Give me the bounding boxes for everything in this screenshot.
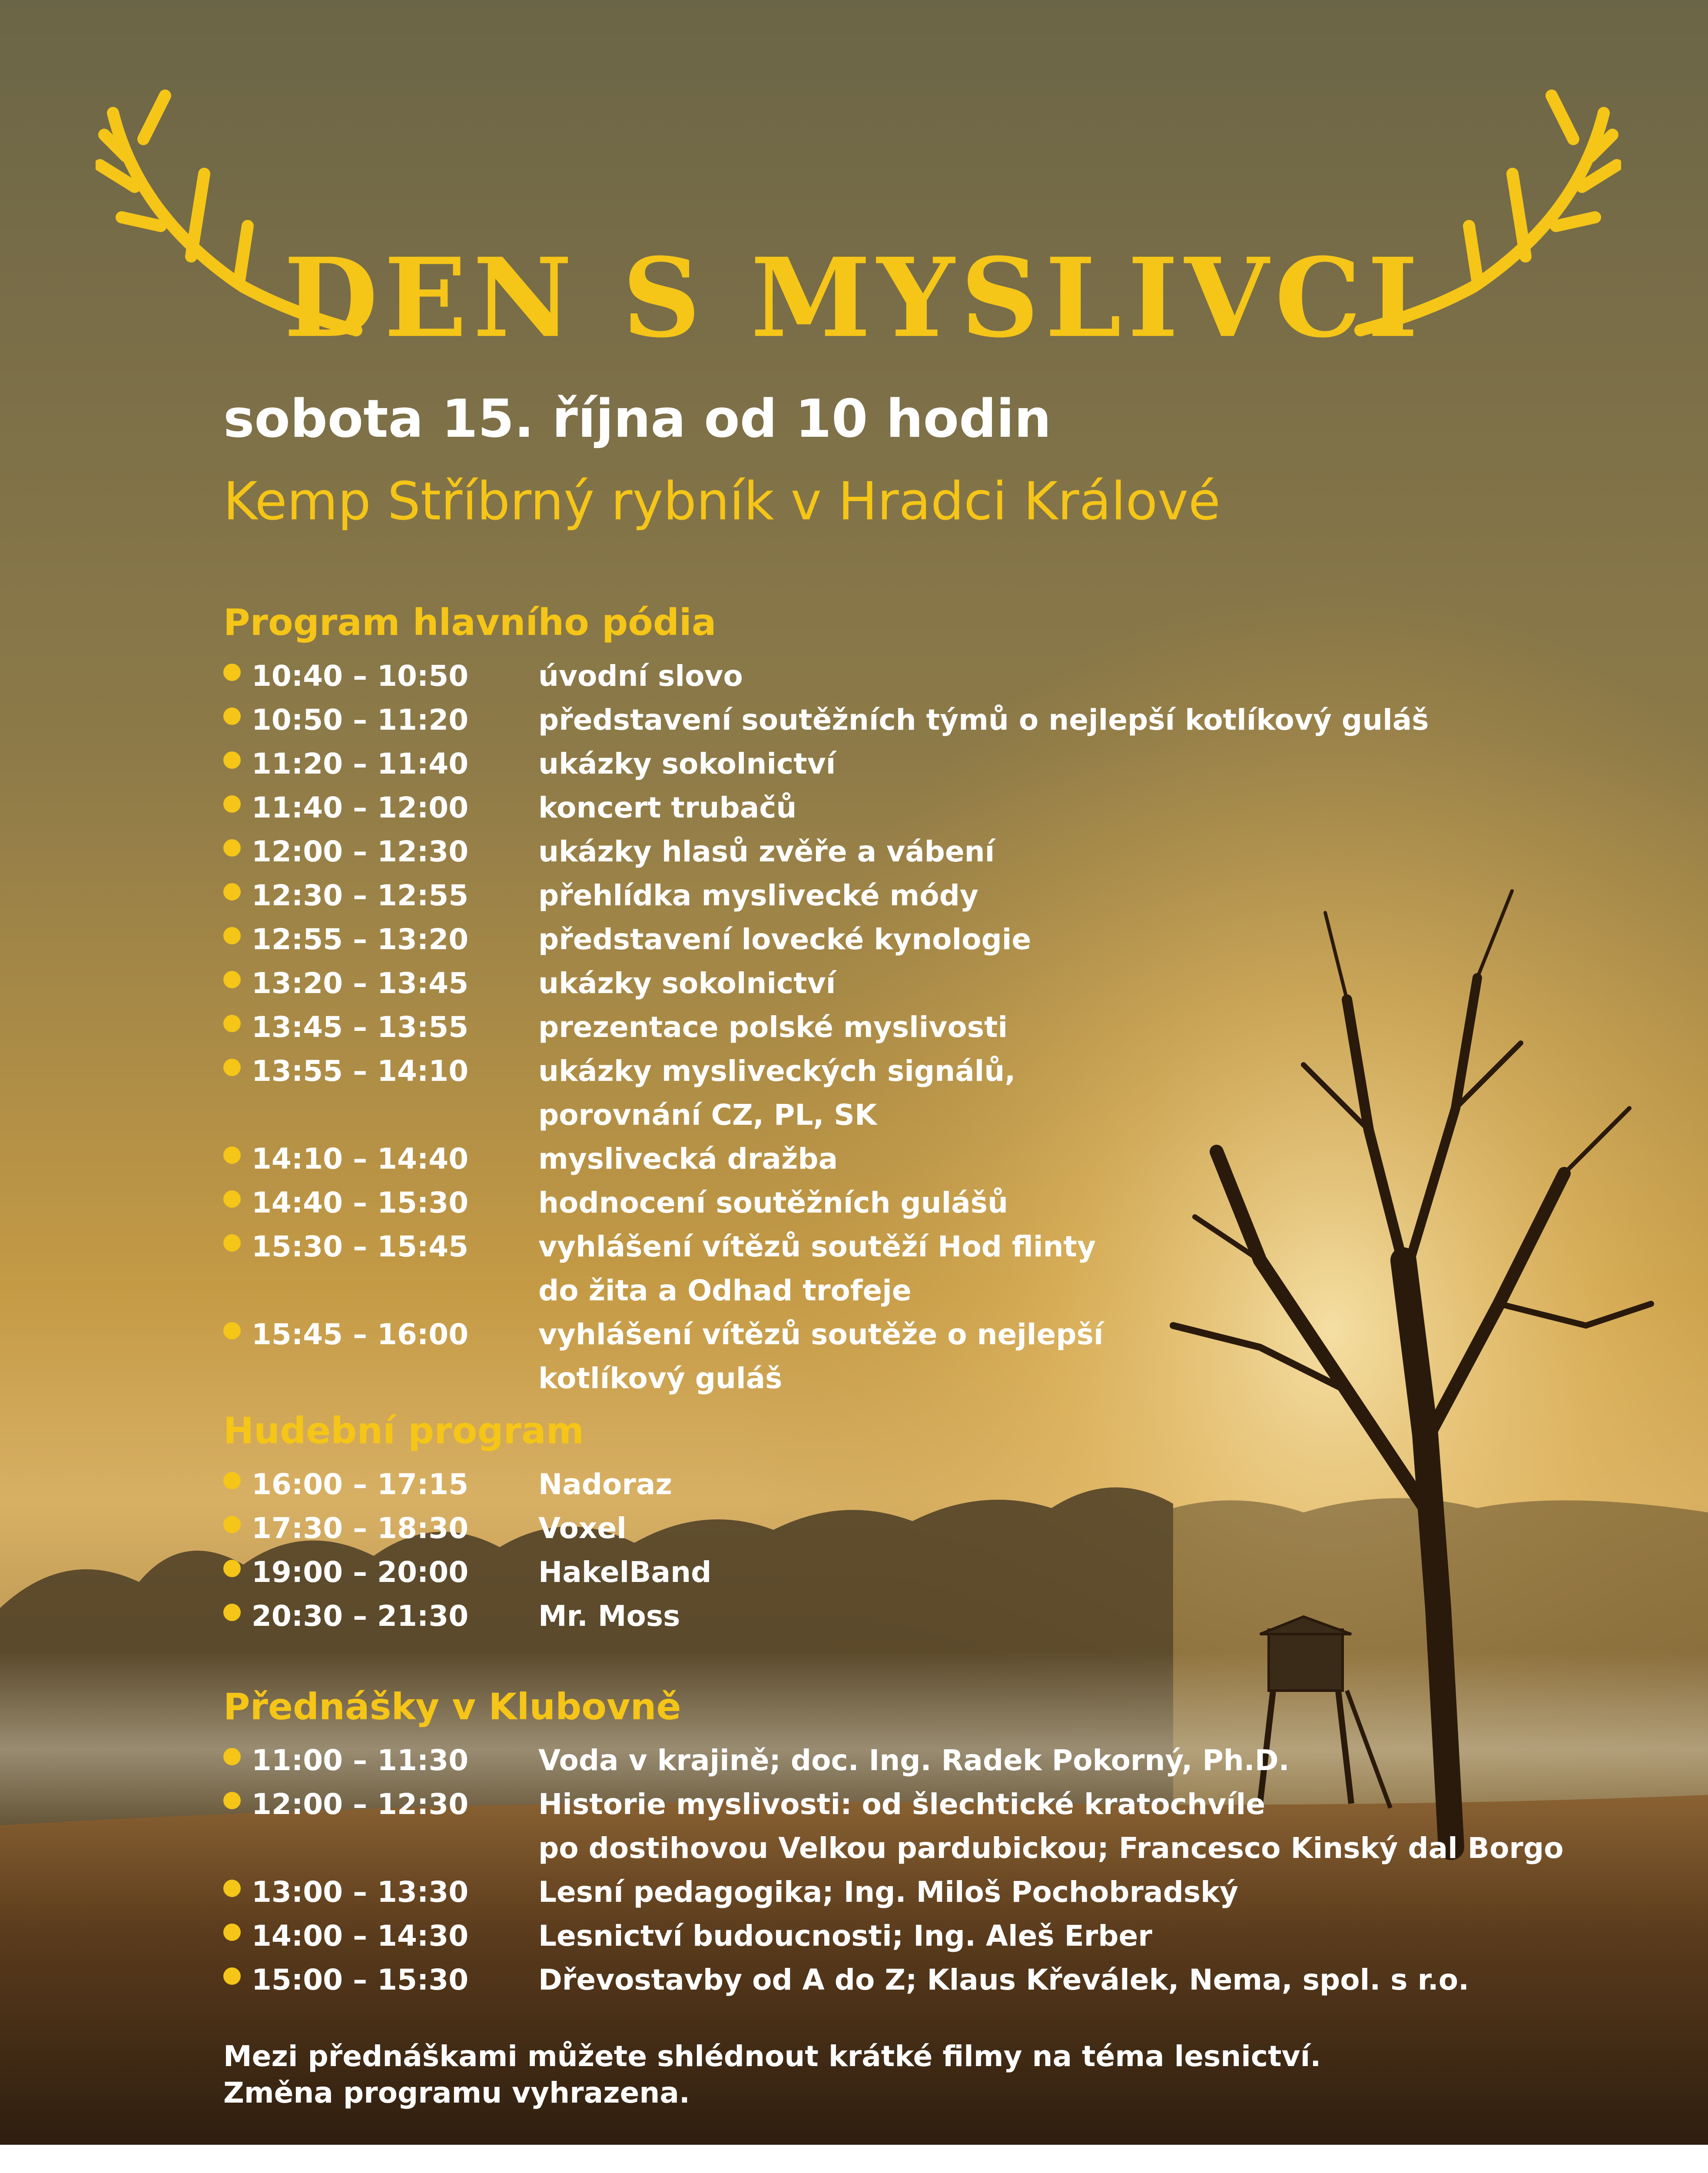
schedule-row bbox=[223, 830, 1527, 873]
activity-line: Mr. Moss bbox=[538, 1599, 680, 1633]
bullet-icon bbox=[223, 1472, 241, 1489]
schedule-activity bbox=[538, 1225, 1096, 1312]
bullet-icon bbox=[223, 1604, 241, 1621]
bullet-icon bbox=[223, 927, 241, 944]
activity-line: vyhlášení vítězů soutěží Hod flinty bbox=[538, 1230, 1096, 1263]
bullet-icon bbox=[223, 1234, 241, 1252]
schedule-activity bbox=[538, 874, 978, 917]
schedule-time: 15:00 – 15:30 bbox=[252, 1963, 469, 1997]
schedule-row bbox=[223, 1137, 1527, 1180]
schedule-activity bbox=[538, 1506, 627, 1550]
schedule-activity bbox=[538, 1738, 1290, 1782]
bullet-icon bbox=[223, 883, 241, 900]
activity-line: kotlíkový guláš bbox=[538, 1362, 783, 1395]
schedule-row bbox=[223, 654, 1527, 698]
schedule-time: 12:55 – 13:20 bbox=[252, 923, 469, 956]
event-venue: Kemp Stříbrný rybník v Hradci Králové bbox=[223, 472, 1220, 532]
notes-change: Změna programu vyhrazena. bbox=[223, 2076, 690, 2110]
schedule-row bbox=[223, 1914, 1527, 1957]
activity-line: ukázky mysliveckých signálů, bbox=[538, 1054, 1016, 1088]
schedule-activity bbox=[538, 654, 743, 698]
schedule-row bbox=[223, 1049, 1527, 1132]
activity-line: Voxel bbox=[538, 1512, 627, 1545]
schedule-time: 12:30 – 12:55 bbox=[252, 879, 469, 912]
activity-line: Nadoraz bbox=[538, 1468, 672, 1501]
bullet-icon bbox=[223, 1516, 241, 1533]
partners-footer bbox=[0, 2145, 1708, 2173]
activity-line: Historie myslivosti: od šlechtické kratochvíle bbox=[538, 1788, 1265, 1821]
schedule-time: 16:00 – 17:15 bbox=[252, 1468, 469, 1501]
bullet-icon bbox=[223, 1560, 241, 1577]
schedule-activity bbox=[538, 1181, 1008, 1225]
schedule-time: 10:40 – 10:50 bbox=[252, 659, 469, 693]
notes bbox=[223, 2038, 1321, 2111]
bullet-icon bbox=[223, 839, 241, 857]
schedule-row bbox=[223, 742, 1527, 785]
music-program-heading: Hudební program bbox=[223, 1409, 584, 1452]
notes-films: Mezi přednáškami můžete shlédnout krátké filmy na téma lesnictví. bbox=[223, 2040, 1321, 2073]
schedule-activity bbox=[538, 1782, 1564, 1870]
activity-line: Dřevostavby od A do Z; Klaus Křeválek, Nema, spol. s r.o. bbox=[538, 1963, 1469, 1997]
activity-line: představení lovecké kynologie bbox=[538, 923, 1031, 956]
schedule-row bbox=[223, 698, 1527, 741]
schedule-row bbox=[223, 1958, 1527, 2001]
schedule-time: 20:30 – 21:30 bbox=[252, 1599, 469, 1633]
activity-line: porovnání CZ, PL, SK bbox=[538, 1098, 877, 1132]
schedule-activity bbox=[538, 742, 836, 786]
schedule-row bbox=[223, 1225, 1527, 1307]
schedule-row bbox=[223, 874, 1527, 917]
bullet-icon bbox=[223, 1792, 241, 1809]
schedule-time: 15:45 – 16:00 bbox=[252, 1318, 469, 1351]
schedule-activity bbox=[538, 1462, 672, 1506]
bullet-icon bbox=[223, 1748, 241, 1765]
schedule-row bbox=[223, 1594, 1527, 1638]
schedule-activity bbox=[538, 1914, 1152, 1958]
poster-title: DEN S MYSLIVCI bbox=[284, 234, 1424, 362]
main-stage-heading: Program hlavního pódia bbox=[223, 601, 716, 644]
schedule-time: 14:40 – 15:30 bbox=[252, 1186, 469, 1219]
schedule-activity bbox=[538, 1312, 1103, 1400]
bullet-icon bbox=[223, 1322, 241, 1339]
bullet-icon bbox=[223, 751, 241, 769]
activity-line: Lesnictví budoucnosti; Ing. Aleš Erber bbox=[538, 1919, 1152, 1953]
bullet-icon bbox=[223, 664, 241, 681]
bullet-icon bbox=[223, 1967, 241, 1985]
schedule-row bbox=[223, 1312, 1527, 1395]
schedule-row bbox=[223, 1782, 1564, 1865]
bullet-icon bbox=[223, 708, 241, 725]
schedule-time: 10:50 – 11:20 bbox=[252, 703, 469, 737]
schedule-activity bbox=[538, 1550, 711, 1594]
schedule-time: 19:00 – 20:00 bbox=[252, 1555, 469, 1589]
bullet-icon bbox=[223, 795, 241, 813]
activity-line: koncert trubačů bbox=[538, 791, 797, 824]
schedule-activity bbox=[538, 1870, 1238, 1914]
schedule-activity bbox=[538, 698, 1429, 742]
activity-line: ukázky hlasů zvěře a vábení bbox=[538, 835, 995, 868]
bullet-icon bbox=[223, 1059, 241, 1076]
lectures-heading: Přednášky v Klubovně bbox=[223, 1685, 681, 1728]
bullet-icon bbox=[223, 971, 241, 988]
schedule-activity bbox=[538, 961, 836, 1005]
bullet-icon bbox=[223, 1924, 241, 1941]
schedule-time: 12:00 – 12:30 bbox=[252, 1788, 469, 1821]
schedule-row bbox=[223, 1738, 1527, 1782]
schedule-row bbox=[223, 1506, 1527, 1550]
schedule-row bbox=[223, 1550, 1527, 1594]
schedule-activity bbox=[538, 786, 796, 830]
bullet-icon bbox=[223, 1190, 241, 1208]
schedule-time: 17:30 – 18:30 bbox=[252, 1512, 469, 1545]
schedule-row bbox=[223, 1462, 1527, 1506]
bullet-icon bbox=[223, 1880, 241, 1897]
schedule-row bbox=[223, 917, 1527, 961]
schedule-activity bbox=[538, 1958, 1469, 2002]
schedule-time: 11:40 – 12:00 bbox=[252, 791, 469, 824]
activity-line: přehlídka myslivecké módy bbox=[538, 879, 978, 912]
activity-line: ukázky sokolnictví bbox=[538, 967, 836, 1000]
schedule-row bbox=[223, 961, 1527, 1005]
schedule-activity bbox=[538, 1005, 1008, 1049]
schedule-time: 11:20 – 11:40 bbox=[252, 747, 469, 781]
event-date: sobota 15. října od 10 hodin bbox=[223, 389, 1051, 449]
bullet-icon bbox=[223, 1146, 241, 1164]
activity-line: Lesní pedagogika; Ing. Miloš Pochobradský bbox=[538, 1875, 1239, 1909]
schedule-activity bbox=[538, 1137, 838, 1181]
activity-line: do žita a Odhad trofeje bbox=[538, 1274, 912, 1307]
schedule-activity bbox=[538, 1049, 1015, 1137]
schedule-row bbox=[223, 1005, 1527, 1049]
activity-line: představení soutěžních týmů o nejlepší kotlíkový guláš bbox=[538, 703, 1429, 737]
schedule-activity bbox=[538, 830, 995, 874]
schedule-time: 13:00 – 13:30 bbox=[252, 1875, 469, 1909]
activity-line: Voda v krajině; doc. Ing. Radek Pokorný, Ph.D. bbox=[538, 1744, 1290, 1777]
schedule-row bbox=[223, 1181, 1527, 1224]
activity-line: HakelBand bbox=[538, 1555, 712, 1589]
schedule-time: 13:20 – 13:45 bbox=[252, 967, 469, 1000]
schedule-row bbox=[223, 1870, 1527, 1914]
schedule-time: 12:00 – 12:30 bbox=[252, 835, 469, 868]
activity-line: vyhlášení vítězů soutěže o nejlepší bbox=[538, 1318, 1104, 1351]
schedule-activity bbox=[538, 917, 1031, 961]
bullet-icon bbox=[223, 1015, 241, 1032]
activity-line: po dostihovou Velkou pardubickou; Francesco Kinský dal Borgo bbox=[538, 1831, 1564, 1865]
activity-line: ukázky sokolnictví bbox=[538, 747, 836, 781]
schedule-row bbox=[223, 786, 1527, 829]
activity-line: hodnocení soutěžních gulášů bbox=[538, 1186, 1008, 1219]
schedule-time: 14:10 – 14:40 bbox=[252, 1142, 469, 1176]
activity-line: prezentace polské myslivosti bbox=[538, 1010, 1008, 1044]
schedule-time: 14:00 – 14:30 bbox=[252, 1919, 469, 1953]
schedule-time: 11:00 – 11:30 bbox=[252, 1744, 469, 1777]
schedule-time: 13:55 – 14:10 bbox=[252, 1054, 469, 1088]
schedule-time: 13:45 – 13:55 bbox=[252, 1010, 469, 1044]
schedule-activity bbox=[538, 1594, 680, 1638]
schedule-time: 15:30 – 15:45 bbox=[252, 1230, 469, 1263]
activity-line: úvodní slovo bbox=[538, 659, 743, 693]
activity-line: myslivecká dražba bbox=[538, 1142, 838, 1176]
